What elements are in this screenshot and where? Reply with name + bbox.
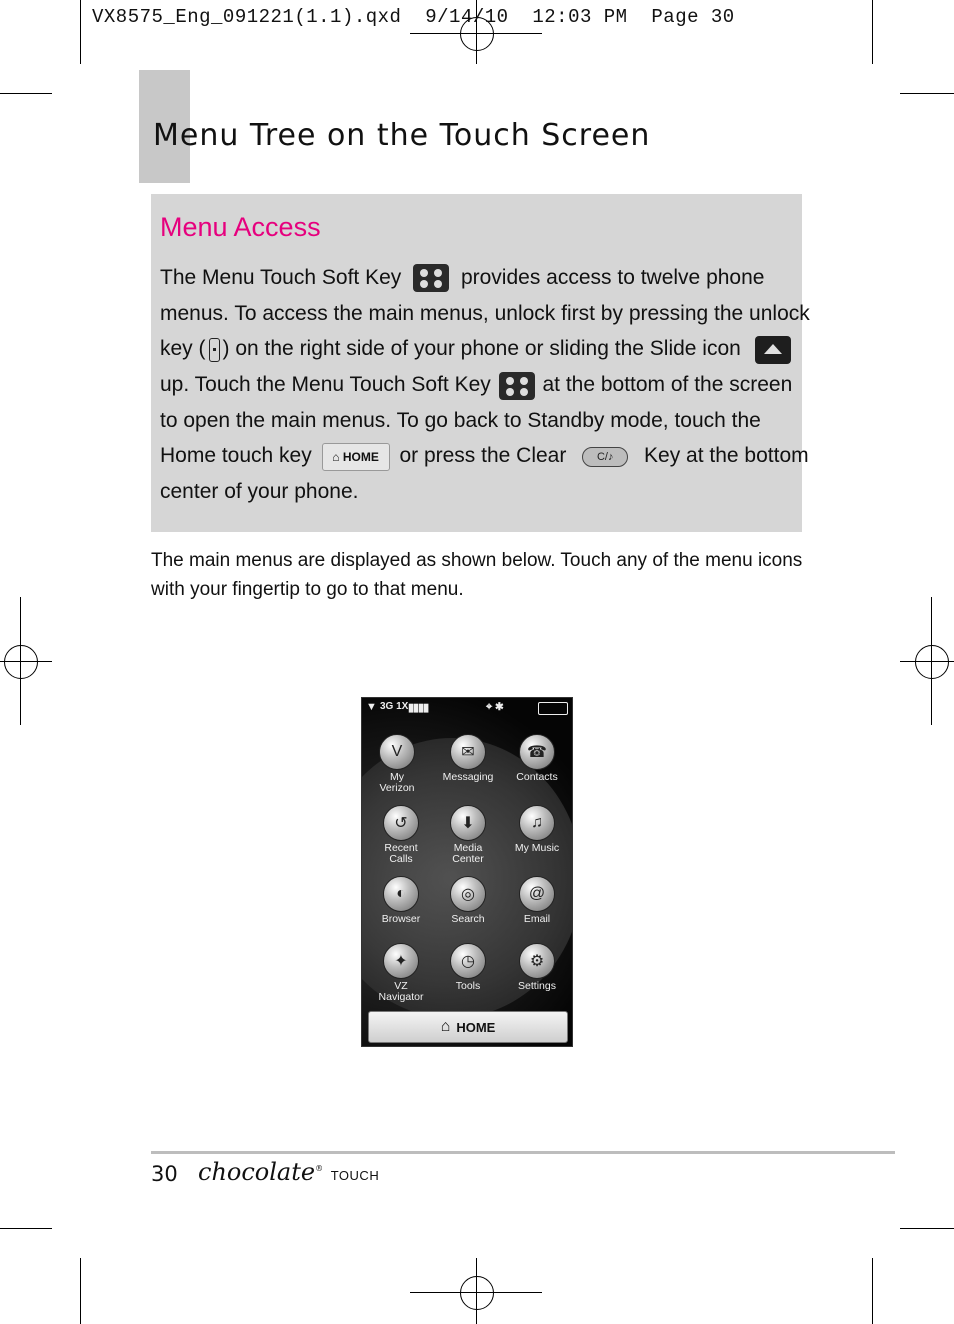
vz-navigator-icon: ✦ <box>383 943 419 979</box>
tile-label: VZ Navigator <box>378 980 424 1003</box>
text-line <box>160 260 792 296</box>
text-run: provides access to twelve phone <box>460 266 765 289</box>
tile-label: Settings <box>518 980 556 992</box>
tile-label: Search <box>451 913 485 925</box>
text-run: at the bottom of the screen <box>542 373 793 397</box>
crop-mark <box>900 93 954 94</box>
status-bar <box>362 698 573 722</box>
crop-mark <box>0 93 52 94</box>
menu-soft-key-icon <box>499 372 535 400</box>
registration-mark <box>915 645 949 679</box>
text-line <box>160 403 792 439</box>
tile-label: Recent Calls <box>384 842 418 865</box>
text-run: to open the main menus. To go back to Standby mode, touch the <box>160 408 761 432</box>
brand-logo: chocolate® TOUCH <box>198 1158 380 1186</box>
crop-mark <box>900 1228 954 1229</box>
menu-tile-my-verizon[interactable] <box>362 734 432 794</box>
footer-rule <box>151 1151 895 1154</box>
menu-tile-email[interactable] <box>502 876 572 925</box>
tile-label: My Verizon <box>379 771 415 794</box>
crop-mark <box>872 1258 873 1324</box>
menu-access-text <box>160 260 810 510</box>
page-title: Menu Tree on the Touch Screen <box>153 118 651 153</box>
tile-label: My Music <box>514 842 560 854</box>
home-icon-label: HOME <box>342 449 379 464</box>
browser-icon: ◐ <box>383 876 419 912</box>
text-line <box>160 367 792 403</box>
settings-icon: ⚙ <box>519 943 555 979</box>
tile-label: Tools <box>455 980 481 992</box>
tools-icon: ◷ <box>450 943 486 979</box>
home-label: HOME <box>456 1019 496 1035</box>
text-line <box>160 296 810 332</box>
menu-tile-tools[interactable] <box>433 943 503 992</box>
menu-tile-contacts[interactable] <box>502 734 572 783</box>
text-run: or press the Clear <box>399 444 567 468</box>
brand-name: chocolate <box>198 1158 316 1186</box>
slide-icon <box>755 336 791 364</box>
text-line <box>160 438 809 474</box>
menu-tile-my-music[interactable] <box>502 805 572 854</box>
phone-screenshot <box>361 697 573 1047</box>
network-label: 3G 1X <box>380 701 409 712</box>
tile-label: Browser <box>381 913 421 925</box>
crop-mark <box>0 1228 52 1229</box>
unlock-key-icon <box>209 338 220 362</box>
menu-tile-browser[interactable] <box>366 876 436 925</box>
text-run: key ( <box>160 337 206 361</box>
intro-paragraph: The main menus are displayed as shown below. Touch any of the menu icons with your fingertip to go to that menu. <box>151 550 803 600</box>
clear-key-icon: C/♪ <box>582 447 628 467</box>
my-verizon-icon: V <box>379 734 415 770</box>
menu-access-title: Menu Access <box>160 212 321 242</box>
brand-sub: TOUCH <box>330 1168 380 1183</box>
crop-mark <box>80 1258 81 1324</box>
tile-label: Email <box>523 913 551 925</box>
menu-tile-settings[interactable] <box>502 943 572 992</box>
crop-mark <box>872 0 873 64</box>
media-center-icon: ⬇ <box>450 805 486 841</box>
page-number: 30 <box>151 1162 178 1186</box>
location-bluetooth-icons: ⌖ ✱ <box>486 701 504 713</box>
text-run: center of your phone. <box>160 480 359 504</box>
menu-soft-key-icon <box>413 264 449 292</box>
text-line <box>160 474 792 510</box>
recent-calls-icon: ↺ <box>383 805 419 841</box>
home-key-icon: ⌂ HOME <box>322 443 390 471</box>
home-button[interactable] <box>368 1011 568 1043</box>
signal-icon: ▼ <box>366 701 377 713</box>
tile-label: Messaging <box>442 771 494 783</box>
menu-tile-vz-navigator[interactable] <box>366 943 436 1003</box>
messaging-icon: ✉ <box>450 734 486 770</box>
signal-bars-icon: ▮▮▮▮ <box>408 702 429 714</box>
text-run: The Menu Touch Soft Key <box>160 266 402 289</box>
search-icon: ◎ <box>450 876 486 912</box>
home-icon: ⌂ <box>440 1018 451 1035</box>
menu-tile-recent-calls[interactable] <box>366 805 436 865</box>
battery-icon <box>538 702 568 715</box>
menu-access-box <box>151 194 810 532</box>
text-run: ) on the right side of your phone or sliding the Slide icon <box>222 337 741 361</box>
my-music-icon: ♫ <box>519 805 555 841</box>
registration-mark <box>4 645 38 679</box>
text-run: Home touch key <box>160 444 312 468</box>
crop-mark <box>80 0 81 64</box>
menu-tile-messaging[interactable] <box>433 734 503 783</box>
registration-mark <box>460 1276 494 1310</box>
menu-tile-media-center[interactable] <box>433 805 503 865</box>
text-run: up. Touch the Menu Touch Soft Key <box>160 373 491 397</box>
tile-label: Contacts <box>516 771 558 783</box>
tile-label: Media Center <box>452 842 484 865</box>
menu-tile-search[interactable] <box>433 876 503 925</box>
email-icon: @ <box>519 876 555 912</box>
text-run: Key at the bottom <box>644 444 809 468</box>
print-slug: VX8575_Eng_091221(1.1).qxd 9/14/10 12:03 PM Page 30 <box>92 6 735 28</box>
text-run: menus. To access the main menus, unlock first by pressing the unlock <box>160 301 810 325</box>
contacts-icon: ☎ <box>519 734 555 770</box>
text-line <box>160 331 792 367</box>
